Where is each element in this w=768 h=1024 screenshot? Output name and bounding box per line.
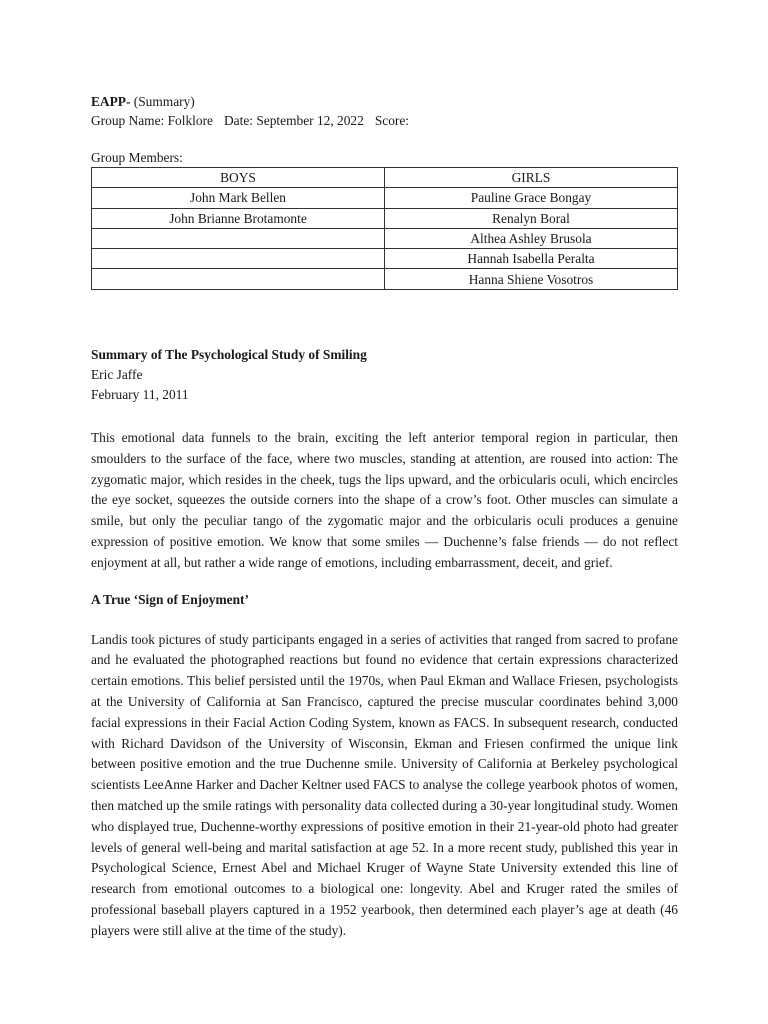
members-label: Group Members: [91,150,183,165]
members-table-header [92,168,678,188]
boys-column-header: BOYS [92,168,385,188]
document-header [91,92,691,167]
boy-member-cell [92,228,385,248]
article-title-block [91,345,678,405]
members-table [91,167,678,290]
table-row [92,269,678,289]
girl-member-cell: Hanna Shiene Vosotros [385,269,678,289]
article-author: Eric Jaffe [91,367,143,382]
girl-member-cell: Hannah Isabella Peralta [385,249,678,269]
girl-member-cell: Renalyn Boral [385,208,678,228]
article-title: Summary of The Psychological Study of Smiling [91,347,367,362]
course-line [91,92,691,111]
group-name: Group Name: Folklore [91,113,213,128]
subheading: A True ‘Sign of Enjoyment’ [91,591,249,607]
course-note: (Summary) [130,94,195,109]
article-summary [91,345,678,942]
article-date: February 11, 2011 [91,387,189,402]
course-label: EAPP- [91,94,131,109]
girl-member-cell: Althea Ashley Brusola [385,228,678,248]
document-date: Date: September 12, 2022 [223,113,364,128]
boy-member-cell: John Mark Bellen [92,188,385,208]
paragraph-2: Landis took pictures of study participants engaged in a series of activities that ranged from sacred to profane and he evaluated the photographed reactions but found no evidence that certain expressions characterized certain emotions. This belief persisted until the 1970s, when Paul Ekman and Wallace Friesen, psychologists at the University of California at San Francisco, captured the precise muscular coordinates behind 3,000 facial expressions in their Facial Action Coding System, known as FACS. In subsequent research, conducted with Richard Davidson of the University of Wisconsin, Ekman and Friesen confirmed the unique link between positive emotion and the true Duchenne smile. University of California at Berkeley psychological scientists LeeAnne Harker and Dacher Keltner used FACS to analyse the college yearbook photos of women, then matched up the smile ratings with personality data collected during a 30-year longitudinal study. Women who displayed true, Duchenne-worthy expressions of positive emotion in their 21-year-old photo had greater levels of general well-being and marital satisfaction at age 52. In a more recent study, published this year in Psychological Science, Ernest Abel and Michael Kruger of Wayne State University extended this line of research from emotional outcomes to a biological one: longevity. Abel and Kruger rated the smiles of professional baseball players captured in a 1952 yearbook, then determined each player’s age at death (46 players were still alive at the time of the study). [91,631,678,938]
table-row [92,249,678,269]
girl-member-cell: Pauline Grace Bongay [385,188,678,208]
group-info-line [91,111,691,130]
boy-member-cell: John Brianne Brotamonte [92,208,385,228]
girls-column-header: GIRLS [385,168,678,188]
score-label: Score: [374,113,410,128]
table-row [92,188,678,208]
table-row [92,228,678,248]
boy-member-cell [92,269,385,289]
paragraph-1: This emotional data funnels to the brain, exciting the left anterior temporal region in particular, then smoulders to the surface of the face, where two muscles, standing at attention, are roused into action: The zygomatic major, which resides in the cheek, tugs the lips upward, and the orbicularis oculi, which encircles the eye socket, squeezes the outside corners into the shape of a crow’s foot. Other muscles can simulate a smile, but only the peculiar tango of the zygomatic major and the orbicularis oculi produces a genuine expression of positive emotion. We know that some smiles — Duchenne’s false friends — do not reflect enjoyment at all, but rather a wide range of emotions, including embarrassment, deceit, and grief. [91,430,678,570]
boy-member-cell [92,249,385,269]
table-row [92,208,678,228]
